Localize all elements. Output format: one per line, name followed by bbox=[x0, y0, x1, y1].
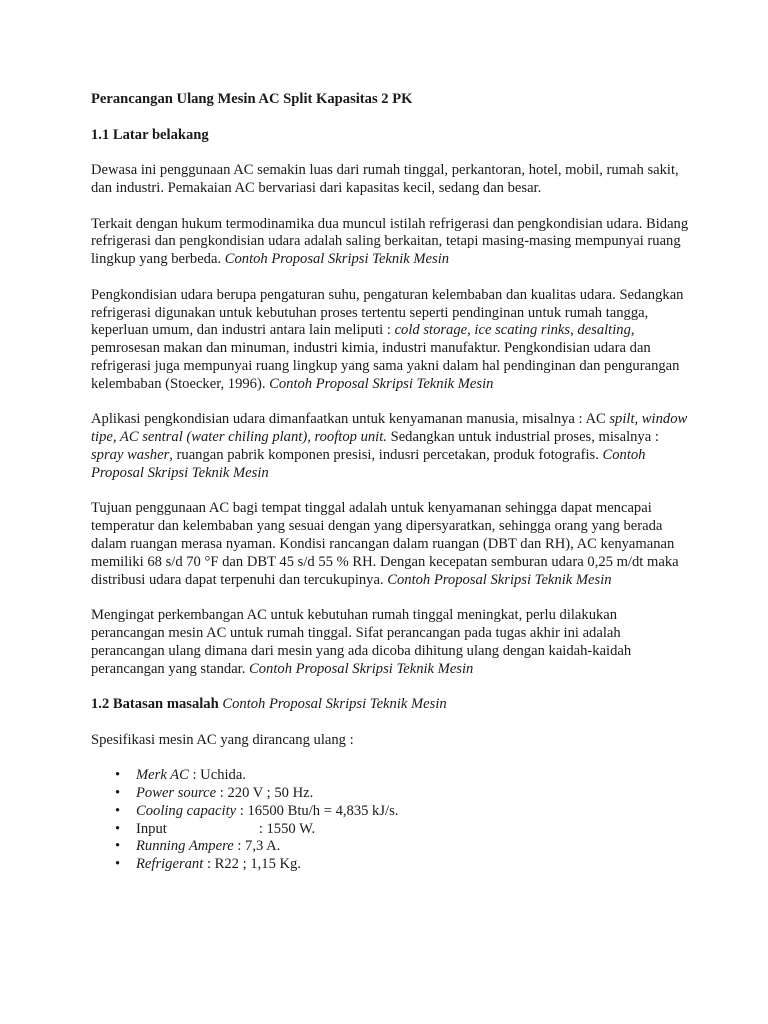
bullet-icon: • bbox=[115, 820, 121, 837]
tagline: Contoh Proposal Skripsi Teknik Mesin bbox=[249, 660, 474, 677]
spec-list bbox=[91, 767, 691, 874]
paragraph-6: Mengingat perkembangan AC untuk kebutuhan rumah tinggal meningkat, perlu dilakukan perancangan mesin AC untuk rumah tinggal. Sifat perancangan pada tugas akhir ini adalah perancangan ulang dimana dari mesin yang ada dicoba dihitung ulang dengan kaidah-kaidah perancangan yang standar. Contoh Proposal Skripsi Teknik Mesin bbox=[91, 607, 632, 677]
list-item: • Power source : 220 V ; 50 Hz. bbox=[115, 785, 314, 802]
list-item: • Running Ampere : 7,3 A. bbox=[115, 838, 281, 855]
tagline: Contoh Proposal Skripsi Teknik Mesin bbox=[222, 696, 447, 713]
bullet-icon: • bbox=[115, 802, 121, 819]
bullet-icon: • bbox=[115, 838, 121, 855]
list-item: • Cooling capacity : 16500 Btu/h = 4,835 kJ/s. bbox=[115, 802, 399, 819]
bullet-icon: • bbox=[115, 767, 121, 784]
tagline: Contoh Proposal Skripsi Teknik Mesin bbox=[224, 251, 450, 268]
paragraph-3: Pengkondisian udara berupa pengaturan suhu, pengaturan kelembaban dan kualitas udara. Sedangkan refrigerasi digunakan untuk kebutuhan proses tertentu seperti pendinginan untuk rumah tangga, keperluan umum, dan industri antara lain meliputi : cold storage, ice scating rinks, desalting, pemrosesan makan dan minuman, industri kimia, industri manufaktur. Pengkondisian udara dan refrigerasi juga mempunyai ruang lingkup yang sama yakni dalam hal pendinginan dan pengurangan kelembaban (Stoecker, 1996). Contoh Proposal Skripsi Teknik Mesin bbox=[91, 286, 684, 392]
list-item: • Input : 1550 W. bbox=[115, 820, 316, 837]
bullet-icon: • bbox=[115, 856, 121, 873]
document-body bbox=[91, 91, 691, 874]
paragraph-2: Terkait dengan hukum termodinamika dua muncul istilah refrigerasi dan pengkondisian udara. Bidang refrigerasi dan pengkondisian udara adalah saling berkaitan, tetapi masing-masing mempunyai ruang lingkup yang berbeda. Contoh Proposal Skripsi Teknik Mesin bbox=[91, 215, 689, 268]
document-title: Perancangan Ulang Mesin AC Split Kapasitas 2 PK bbox=[91, 91, 413, 107]
tagline: Contoh Proposal Skripsi Teknik Mesin bbox=[91, 446, 646, 481]
spec-intro: Spesifikasi mesin AC yang dirancang ulang : bbox=[91, 731, 354, 748]
paragraph-1: Dewasa ini penggunaan AC semakin luas dari rumah tinggal, perkantoran, hotel, mobil, rumah sakit, dan industri. Pemakaian AC bervariasi dari kapasitas kecil, sedang dan besar. bbox=[91, 162, 679, 196]
section-heading-latar-belakang: 1.1 Latar belakang bbox=[91, 126, 209, 143]
tagline: Contoh Proposal Skripsi Teknik Mesin bbox=[387, 571, 612, 588]
section-heading-batasan-masalah: 1.2 Batasan masalah Contoh Proposal Skripsi Teknik Mesin bbox=[91, 696, 447, 713]
tagline: Contoh Proposal Skripsi Teknik Mesin bbox=[269, 375, 494, 392]
list-item: • Refrigerant : R22 ; 1,15 Kg. bbox=[115, 856, 301, 873]
bullet-icon: • bbox=[115, 785, 121, 802]
paragraph-5: Tujuan penggunaan AC bagi tempat tinggal adalah untuk kenyamanan sehingga dapat mencapai temperatur dan kelembaban yang sesuai dengan yang dipersyaratkan, sehingga orang yang berada dalam ruangan merasa nyaman. Kondisi rancangan dalam ruangan (DBT dan RH), AC kenyamanan memiliki 68 s/d 70 °F dan DBT 45 s/d 55 % RH. Dengan kecepatan semburan udara 0,25 m/dt maka distribusi udara dapat terpenuhi dan tercukupinya. Contoh Proposal Skripsi Teknik Mesin bbox=[91, 500, 679, 588]
paragraph-4: Aplikasi pengkondisian udara dimanfaatkan untuk kenyamanan manusia, misalnya : AC spilt, window tipe, AC sentral (water chiling plant), rooftop unit. Sedangkan untuk industrial proses, misalnya : spray washer, ruangan pabrik komponen presisi, indusri percetakan, produk fotografis. Contoh Proposal Skripsi Teknik Mesin bbox=[91, 411, 688, 481]
list-item: • Merk AC : Uchida. bbox=[115, 767, 246, 784]
